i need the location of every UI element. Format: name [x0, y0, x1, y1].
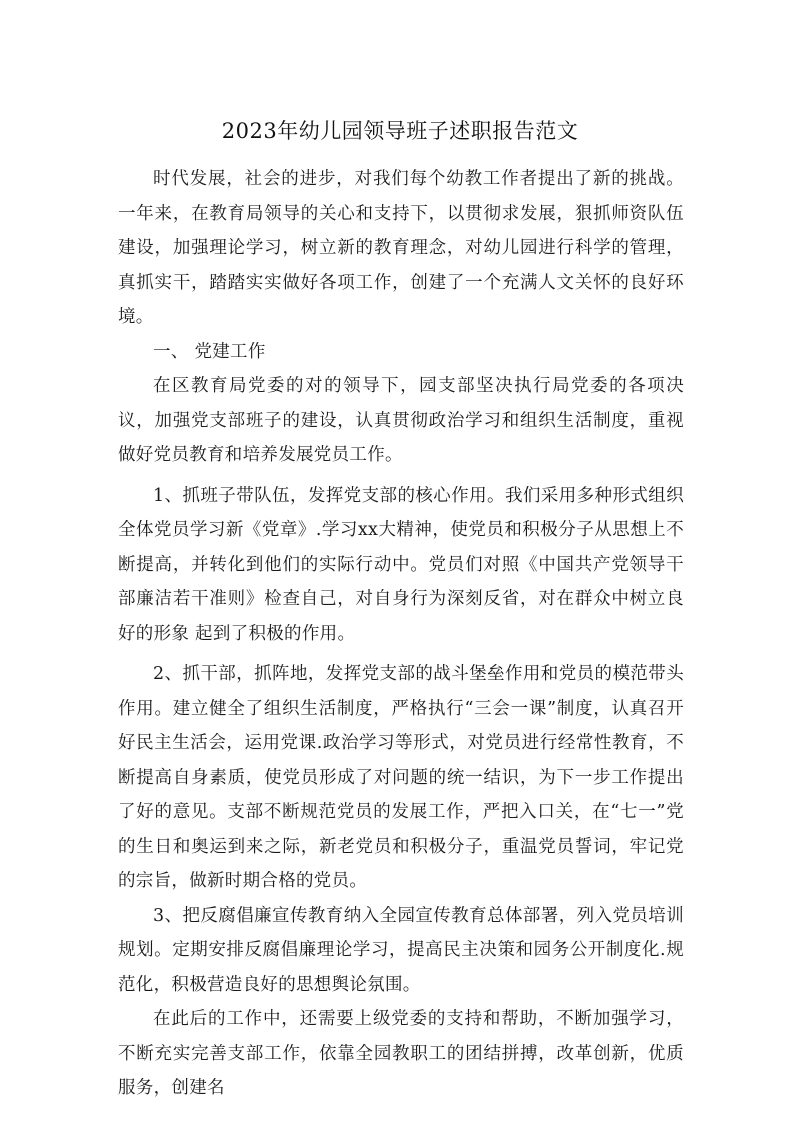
- paragraph-closing: 在此后的工作中，还需要上级党委的支持和帮助，不断加强学习，不断充实完善支部工作，依靠全园教职工的团结拼搏，改革创新，优质服务，创建名: [118, 1009, 684, 1098]
- paragraph-item-2: 2、抓干部，抓阵地，发挥党支部的战斗堡垒作用和党员的模范带头作用。建立健全了组织生活制度，严格执行“三会一课”制度，认真召开好民主生活会，运用党课.政治学习等形式，对党员进行经常性教育，不断提高自身素质，使党员形成了对问题的统一结识，为下一步工作提出了好的意见。支部不断规范党员的发展工作，严把入口关，在“七一”党的生日和奥运到来之际，新老党员和积极分子，重温党员誓词，牢记党的宗旨，做新时期合格的党员。: [118, 664, 684, 891]
- paragraph-item-3: 3、把反腐倡廉宣传教育纳入全园宣传教育总体部署，列入党员培训规划。定期安排反腐倡廉理论学习，提高民主决策和园务公开制度化.规范化，积极营造良好的思想舆论氛围。: [118, 905, 684, 995]
- document-body: [118, 162, 684, 1106]
- document-title: 2023年幼儿园领导班子述职报告范文: [221, 119, 579, 143]
- paragraph-intro: 时代发展，社会的进步，对我们每个幼教工作者提出了新的挑战。一年来，在教育局领导的关心和支持下，以贯彻求发展，狠抓师资队伍建设，加强理论学习，树立新的教育理念，对幼儿园进行科学的管理，真抓实干，踏踏实实做好各项工作，创建了一个充满人文关怀的良好环境。: [118, 169, 684, 327]
- paragraph-party-overview: 在区教育局党委的对的领导下，园支部坚决执行局党委的各项决议，加强党支部班子的建设，认真贯彻政治学习和组织生活制度，重视做好党员教育和培养发展党员工作。: [118, 376, 684, 465]
- paragraph-item-1: 1、抓班子带队伍，发挥党支部的核心作用。我们采用多种形式组织全体党员学习新《党章》.学习xx大精神，使党员和积极分子从思想上不断提高，并转化到他们的实际行动中。党员们对照《中国共产党领导干部廉洁若干准则》检查自己，对自身行为深刻反省，对在群众中树立良好的形象 起到了积极的作用。: [118, 485, 684, 644]
- section-heading-party-building: 一、 党建工作: [153, 341, 266, 362]
